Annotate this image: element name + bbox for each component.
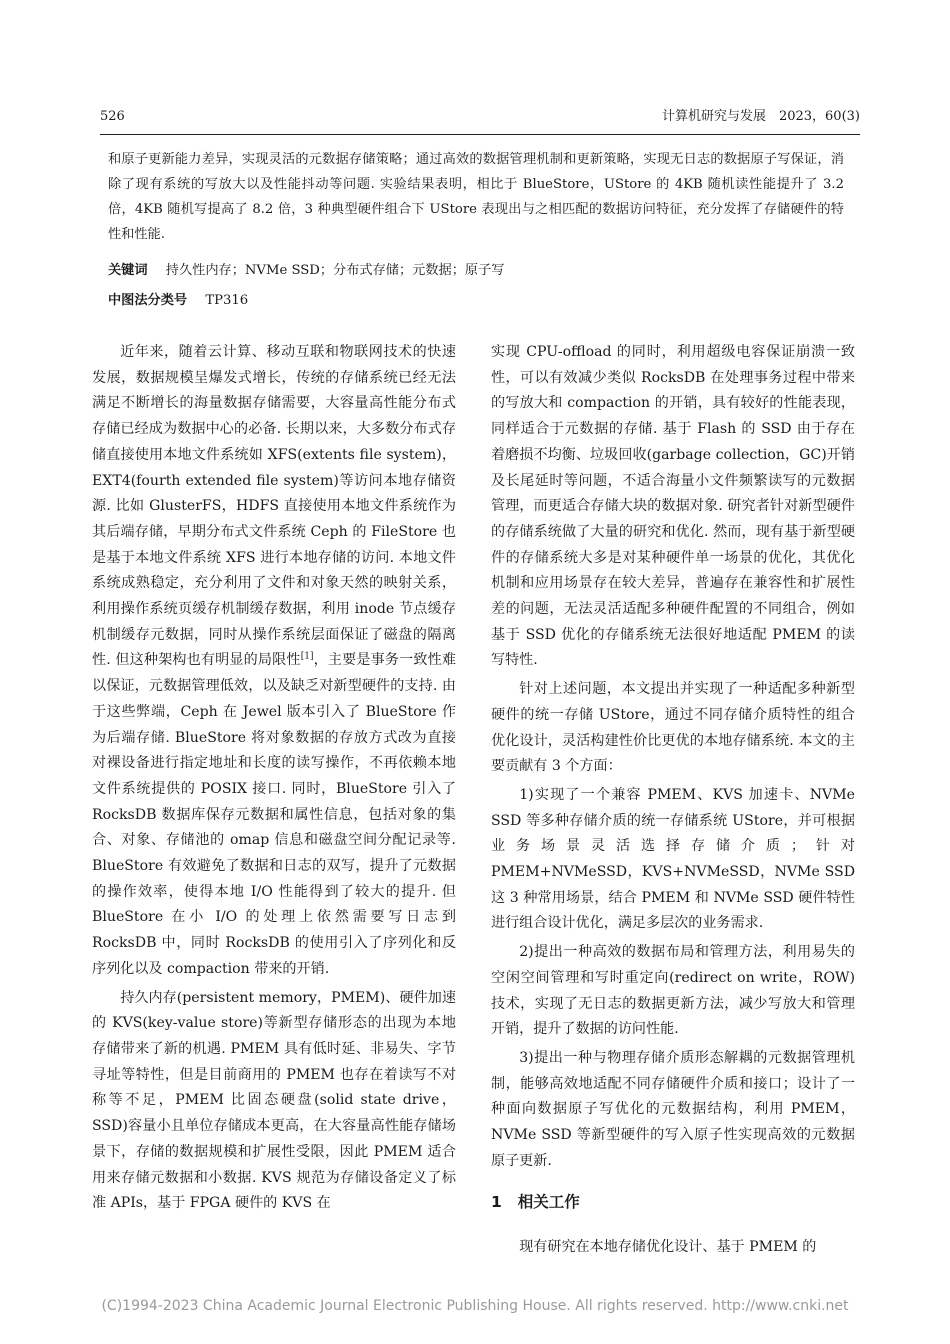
- classification: [108, 289, 848, 313]
- citation-mark: [1]: [300, 651, 314, 662]
- paragraph-text-tail: ，主要是事务一致性难以保证，元数据管理低效，以及缺乏对新型硬件的支持. 由于这些弊端，Ceph 在 Jewel 版本引入了 BlueStore 作为后端存储. BlueStore 将对象数据的存放方式改为直接对裸设备进行指定地址和长度的读写操作，不再依赖本地文件系统提供的 POSIX 接口. 同时，BlueStore 引入了 RocksDB 数据库保存元数据和属性信息，包括对象的集合、对象、存储池的 omap 信息和磁盘空间分配记录等. BlueStore 有效避免了数据和日志的双写，提升了元数据的操作效率，使得本地 I/O 性能得到了较大的提升. 但 BlueStore 在小 I/O 的处理上依然需要写日志到 RocksDB 中，同时 RocksDB 的使用引入了序列化和反序列化以及 compaction 带来的开销.: [92, 652, 457, 977]
- section-title: 相关工作: [517, 1192, 580, 1211]
- left-column: [92, 340, 456, 1220]
- contribution-item-2: 2)提出一种高效的数据布局和管理方法，利用易失的空闲空间管理和写时重定向(redirect on write，ROW)技术，实现了无日志的数据更新方法，减少写放大和管理开销，提升了数据的访问性能.: [491, 944, 855, 1038]
- section-number: 1: [491, 1192, 502, 1211]
- header-rule: [100, 134, 860, 135]
- body-paragraph: 持久内存(persistent memory，PMEM)、硬件加速的 KVS(key-value store)等新型存储形态的出现为本地存储带来了新的机遇. PMEM 具有低时延、非易失、字节寻址等特性，但是目前商用的 PMEM 也存在着读写不对称等不足，PMEM 比固态硬盘(solid state drive，SSD)容量小且单位存储成本更高，在大容量高性能存储场景下，存储的数据规模和扩展性受限，因此 PMEM 适合用来存储元数据和小数据. KVS 规范为存储设备定义了标准 APIs，基于 FPGA 硬件的 KVS 在: [92, 989, 456, 1212]
- paragraph-text: 近年来，随着云计算、移动互联和物联网技术的快速发展，数据规模呈爆发式增长，传统的存储系统已经无法满足不断增长的海量数据存储需要，大容量高性能分布式存储已经成为数据中心的必备. 长期以来，大多数分布式存储直接使用本地文件系统如 XFS(extents file system)，EXT4(fourth extended file system)等访问本地存储资源. 比如 GlusterFS，HDFS 直接使用本地文件系统作为其后端存储，早期分布式文件系统 Ceph 的 FileStore 也是基于本地文件系统 XFS 进行本地存储的访问. 本地文件系统成熟稳定，充分利用了文件和对象天然的映射关系，利用操作系统页缓存机制缓存数据，利用 inode 节点缓存机制缓存元数据，同时从操作系统层面保证了磁盘的隔离性. 但这种架构也有明显的局限性: [92, 344, 456, 669]
- page-number: 526: [100, 109, 125, 124]
- keywords-text: 持久性内存；NVMe SSD；分布式存储；元数据；原子写: [165, 263, 505, 278]
- running-header: [100, 106, 860, 128]
- section-heading: [491, 1189, 855, 1215]
- classification-code: TP316: [205, 293, 249, 308]
- keywords: [108, 259, 848, 283]
- copyright-footer: (C)1994-2023 China Academic Journal Electronic Publishing House. All rights reserved. http://www.cnki.net: [101, 1298, 849, 1314]
- contribution-item-1: 1)实现了一个兼容 PMEM、KVS 加速卡、NVMe SSD 等多种存储介质的统一存储系统 UStore，并可根据业务场景灵活选择存储介质；针对 PMEM+NVMeSSD，KVS+NVMeSSD，NVMe SSD 这 3 种常用场景，结合 PMEM 和 NVMe SSD 硬件特性进行组合设计优化，满足多层次的业务需求.: [491, 786, 855, 932]
- journal-citation: 计算机研究与发展 2023，60(3): [661, 109, 860, 124]
- abstract-continuation: 和原子更新能力差异，实现灵活的元数据存储策略；通过高效的数据管理机制和更新策略，实现无日志的数据原子写保证，消除了现有系统的写放大以及性能抖动等问题. 实验结果表明，相比于 BlueStore，UStore 的 4KB 随机读性能提升了 3.2 倍，4KB 随机写提高了 8.2 倍，3 种典型硬件组合下 UStore 表现出与之相匹配的数据访问特征，充分发挥了存储硬件的特性和性能.: [108, 152, 844, 242]
- body-paragraph: [92, 340, 456, 983]
- body-paragraph: 针对上述问题，本文提出并实现了一种适配多种新型硬件的统一存储 UStore，通过不同存储介质特性的组合优化设计，灵活构建性价比更优的本地存储系统. 本文的主要贡献有 3 个方面：: [491, 681, 855, 775]
- keywords-label: 关键词: [108, 263, 148, 278]
- contribution-item-3: 3)提出一种与物理存储介质形态解耦的元数据管理机制，能够高效地适配不同存储硬件介质和接口；设计了一种面向数据原子写优化的元数据结构，利用 PMEM，NVMe SSD 等新型硬件的写入原子性实现高效的元数据原子更新.: [491, 1049, 855, 1169]
- body-paragraph: 现有研究在本地存储优化设计、基于 PMEM 的: [519, 1238, 817, 1255]
- right-column: [491, 340, 855, 1263]
- classification-label: 中图法分类号: [108, 293, 188, 308]
- body-paragraph-continued: 实现 CPU-offload 的同时，利用超级电容保证崩溃一致性，可以有效减少类似 RocksDB 在处理事务过程中带来的写放大和 compaction 的开销，具有较好的性能表现，同样适合于元数据的存储. 基于 Flash 的 SSD 由于存在着磨损不均衡、垃圾回收(garbage collection，GC)开销及长尾延时等问题，不适合海量小文件频繁读写的元数据管理，而更适合存储大块的数据对象. 研究者针对新型硬件的存储系统做了大量的研究和优化. 然而，现有基于新型硬件的存储系统大多是对某种硬件单一场景的优化，其优化机制和应用场景存在较大差异，普遍存在兼容性和扩展性差的问题，无法灵活适配多种硬件配置的不同组合，例如基于 SSD 优化的存储系统无法很好地适配 PMEM 的读写特性.: [491, 344, 855, 669]
